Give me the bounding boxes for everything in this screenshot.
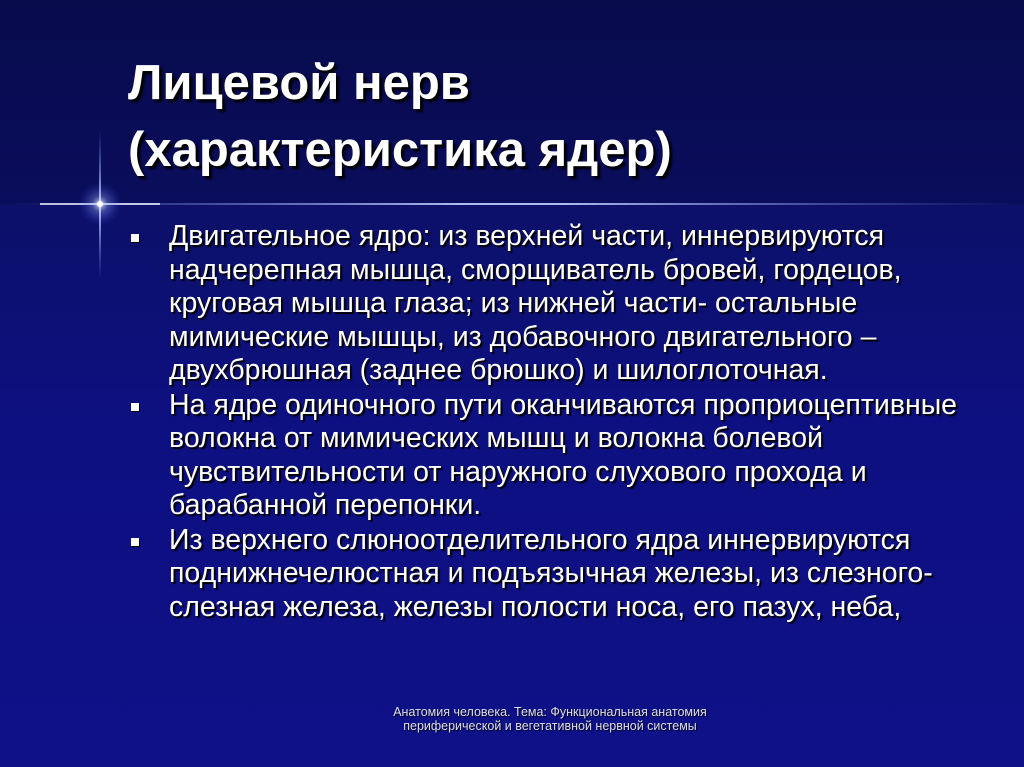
square-bullet-icon — [131, 403, 139, 411]
slide-title — [128, 50, 988, 184]
square-bullet-icon — [131, 538, 139, 546]
bullet-text: Из верхнего слюноотделительного ядра иннервируются поднижнечелюстная и подъязычная железы, из слезного- слезная железа, железы полости носа, его пазух, неба, — [169, 523, 933, 623]
bullet-text: На ядре одиночного пути оканчиваются проприоцептивные волокна от мимических мышц и волокна болевой чувствительности от наружного слухового прохода и барабанной перепонки. — [169, 388, 958, 521]
bullet-list — [128, 220, 988, 625]
slide-title-line-2: (характеристика ядер) — [128, 123, 672, 177]
bullet-item — [128, 389, 988, 523]
footer-note: Анатомия человека. Тема: Функциональная анатомия периферической и вегетативной нервной системы — [393, 705, 707, 733]
flare-core — [97, 201, 103, 207]
bullet-item — [128, 220, 988, 388]
slide-title-line-1: Лицевой нерв — [128, 56, 470, 110]
bullet-text: Двигательное ядро: из верхней части, иннервируются надчерепная мышца, сморщиватель бровей, гордецов, круговая мышца глаза; из нижней части- остальные мимические мышцы, из добавочного двигательного –двухбрюшная (заднее брюшко) и шилоглоточная. — [169, 220, 902, 386]
bullet-item — [128, 524, 988, 625]
square-bullet-icon — [131, 234, 139, 242]
